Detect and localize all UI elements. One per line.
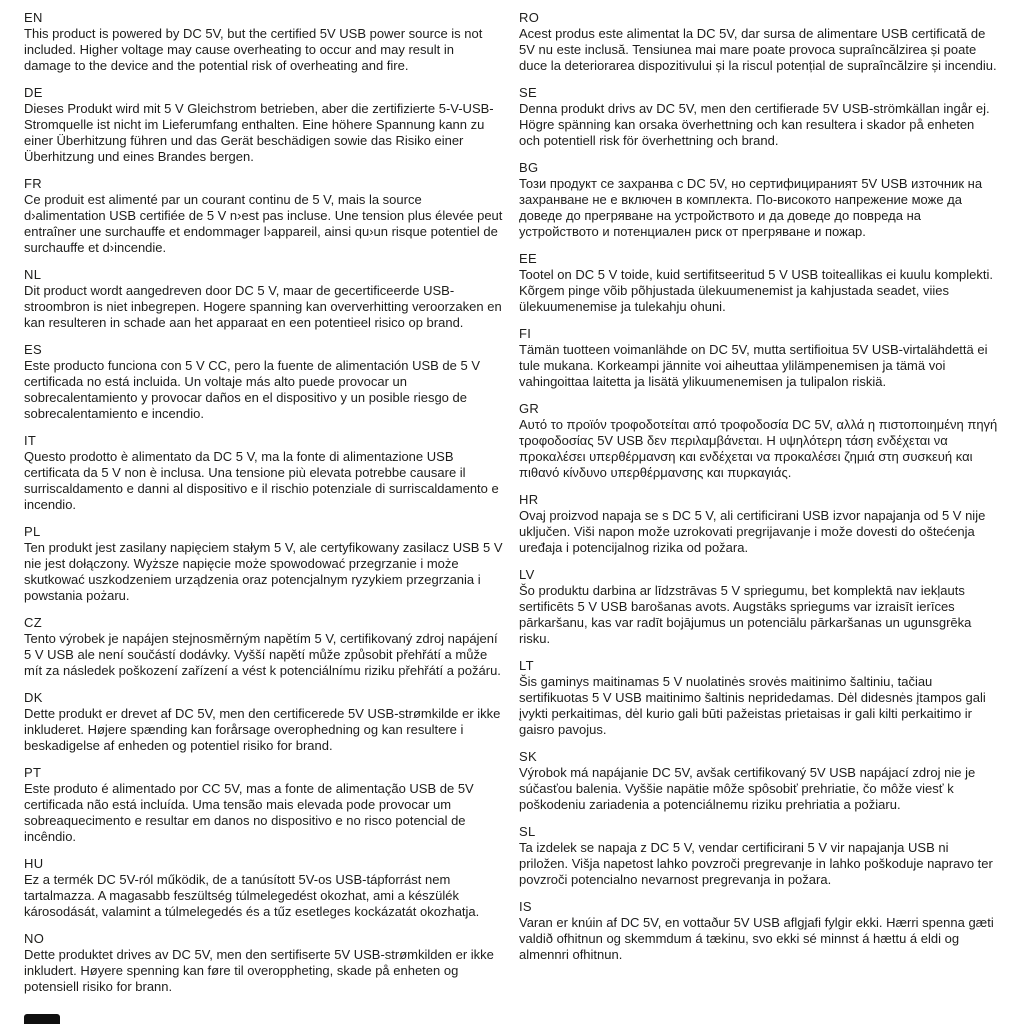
language-text: Šis gaminys maitinamas 5 V nuolatinės srovės maitinimo šaltiniu, tačiau sertifikuotas 5 V USB maitinimo šaltinis nepridedamas. Dėl didesnės įtampos gali įvykti perkaitimas, dėl kurio gali būti pažeistas prietaisas ir gali kilti perkaitimo ir gaisro pavojus.	[519, 674, 986, 737]
language-code: SK	[519, 749, 537, 764]
language-block-pt	[24, 765, 503, 845]
language-block-no	[24, 931, 503, 995]
language-text: Šo produktu darbina ar līdzstrāvas 5 V spriegumu, bet komplektā nav iekļauts sertificēts 5 V USB barošanas avots. Augstāks spriegums var izraisīt ierīces pārkaršanu, kas var radīt bojājumus un potenciālu pārkaršanas un ugunsgrēka risku.	[519, 583, 972, 646]
language-code: IS	[519, 899, 532, 914]
language-block-ro	[519, 10, 998, 74]
language-text: Tämän tuotteen voimanlähde on DC 5V, mutta sertifioitua 5V USB-virtalähdettä ei tule mukana. Korkeampi jännite voi aiheuttaa ylilämpenemisen ja tämä voi vahingoittaa laitetta ja lisätä ylikuumenemisen ja tulipalon riskiä.	[519, 342, 988, 389]
language-code: PL	[24, 524, 41, 539]
notice-column-left	[24, 10, 503, 1024]
language-code: FR	[24, 176, 42, 191]
language-text: Questo prodotto è alimentato da DC 5 V, ma la fonte di alimentazione USB certificata da 5 V non è inclusa. Una tensione più elevata potrebbe causare il surriscaldamento e danni al dispositivo e il rischio potenziale di surriscaldamento e incendio.	[24, 449, 499, 512]
language-block-bg	[519, 160, 998, 240]
language-code: HU	[24, 856, 44, 871]
language-code: IT	[24, 433, 37, 448]
language-block-de	[24, 85, 503, 165]
language-text: Denna produkt drivs av DC 5V, men den certifierade 5V USB-strömkällan ingår ej. Högre spänning kan orsaka överhettning och kan resultera i skador på enheten och potentiell risk för överhettning och brand.	[519, 101, 990, 148]
language-text: Este producto funciona con 5 V CC, pero la fuente de alimentación USB de 5 V certificada no está incluida. Un voltaje más alto puede provocar un sobrecalentamiento y provocar daños en el dispositivo y un posible riesgo de sobrecalentamiento e incendio.	[24, 358, 480, 421]
language-text: This product is powered by DC 5V, but the certified 5V USB power source is not included. Higher voltage may cause overheating to occur and may result in damage to the device and the potential risk of overheating and fire.	[24, 26, 483, 73]
language-text: Este produto é alimentado por CC 5V, mas a fonte de alimentação USB de 5V certificada não está incluída. Uma tensão mais elevada pode provocar um sobreaquecimento e resultar em danos no dispositivo e no risco potencial de incêndio.	[24, 781, 474, 844]
language-code: FI	[519, 326, 532, 341]
language-text: Tento výrobek je napájen stejnosměrným napětím 5 V, certifikovaný zdroj napájení 5 V USB ale není součástí dodávky. Vyšší napětí může způsobit přehřátí a může mít za následek poškození zařízení a vést k potenciálnímu riziku přehřátí a požáru.	[24, 631, 501, 678]
language-code: NO	[24, 931, 45, 946]
language-block-sl	[519, 824, 998, 888]
language-block-fr	[24, 176, 503, 256]
language-code: NL	[24, 267, 42, 282]
language-block-sk	[519, 749, 998, 813]
language-code: LV	[519, 567, 535, 582]
language-code: HR	[519, 492, 539, 507]
language-code: GR	[519, 401, 540, 416]
language-text: Ovaj proizvod napaja se s DC 5 V, ali certificirani USB izvor napajanja od 5 V nije uključen. Viši napon može uzrokovati pregrijavanje i može dovesti do oštećenja uređaja i potencijalnog rizika od požara.	[519, 508, 986, 555]
language-code: BG	[519, 160, 539, 175]
language-block-dk	[24, 690, 503, 754]
language-block-se	[519, 85, 998, 149]
language-block-lv	[519, 567, 998, 647]
language-code: DK	[24, 690, 43, 705]
language-block-en	[24, 10, 503, 74]
language-block-it	[24, 433, 503, 513]
language-code: LT	[519, 658, 534, 673]
language-block-fi	[519, 326, 998, 390]
language-text: Dieses Produkt wird mit 5 V Gleichstrom betrieben, aber die zertifizierte 5-V-USB-Stromquelle ist nicht im Lieferumfang enthalten. Eine höhere Spannung kann zu einer Überhitzung führen und das Gerät beschädigen sowie das Risiko einer Überhitzung und eines Brandes bergen.	[24, 101, 494, 164]
language-text: Ten produkt jest zasilany napięciem stałym 5 V, ale certyfikowany zasilacz USB 5 V nie jest dołączony. Wyższe napięcie może spowodować przegrzanie i może skutkować uszkodzeniem urządzenia oraz potencjalnym ryzykiem przegrzania i powstania pożaru.	[24, 540, 503, 603]
language-block-hu	[24, 856, 503, 920]
language-block-hr	[519, 492, 998, 556]
language-text: Dette produkt er drevet af DC 5V, men den certificerede 5V USB-strømkilde er ikke inkluderet. Højere spænding kan forårsage overophedning og kan resultere i beskadigelse af enheden og potentiel risiko for brand.	[24, 706, 501, 753]
page-edge-mark	[24, 1014, 60, 1024]
language-text: Ez a termék DC 5V-ról működik, de a tanúsított 5V-os USB-tápforrást nem tartalmazza. A magasabb feszültség túlmelegedést okozhat, ami a készülék károsodását, valamint a túlmelegedés és a tűz esetleges kockázatát okozhatja.	[24, 872, 480, 919]
language-text: Dit product wordt aangedreven door DC 5 V, maar de gecertificeerde USB-stroombron is niet inbegrepen. Hogere spanning kan oververhitting veroorzaken en kan resulteren in schade aan het apparaat en een potentieel risico op brand.	[24, 283, 502, 330]
language-code: ES	[24, 342, 42, 357]
language-text: Varan er knúin af DC 5V, en vottaður 5V USB aflgjafi fylgir ekki. Hærri spenna gæti valdið ofhitnun og skemmdum á tækinu, svo ekki sé minnst á hættu á eldi og almennri ofhitnun.	[519, 915, 994, 962]
language-block-es	[24, 342, 503, 422]
language-code: SE	[519, 85, 537, 100]
language-text: Výrobok má napájanie DC 5V, avšak certifikovaný 5V USB napájací zdroj nie je súčasťou balenia. Vyššie napätie môže spôsobiť prehriatie, čo môže viesť k poškodeniu zariadenia a potenciálnemu riziku prehriatia a požiaru.	[519, 765, 976, 812]
language-code: PT	[24, 765, 42, 780]
language-block-nl	[24, 267, 503, 331]
language-code: DE	[24, 85, 43, 100]
language-code: RO	[519, 10, 540, 25]
language-code: SL	[519, 824, 536, 839]
language-code: EE	[519, 251, 537, 266]
language-text: Този продукт се захранва с DC 5V, но сертифицираният 5V USB източник на захранване не е включен в комплекта. По-високото напрежение може да доведе до прегряване на устройството и да доведе до повреда на устройството и потенциален риск от прегряване и пожар.	[519, 176, 983, 239]
language-block-cz	[24, 615, 503, 679]
language-text: Tootel on DC 5 V toide, kuid sertifitseeritud 5 V USB toiteallikas ei kuulu komplekti. Kõrgem pinge võib põhjustada ülekuumenemist ja kahjustada seadet, viies ülekuumenemise ja tulekahju ohuni.	[519, 267, 994, 314]
language-code: CZ	[24, 615, 42, 630]
notice-column-right	[519, 10, 998, 1024]
language-block-ee	[519, 251, 998, 315]
language-block-gr	[519, 401, 998, 481]
language-text: Acest produs este alimentat la DC 5V, dar sursa de alimentare USB certificată de 5V nu este inclusă. Tensiunea mai mare poate provoca supraîncălzirea și poate duce la deteriorarea dispozitivului și la riscul potențial de supraîncălzire și incendiu.	[519, 26, 997, 73]
language-code: EN	[24, 10, 43, 25]
language-block-is	[519, 899, 998, 963]
language-text: Ce produit est alimenté par un courant continu de 5 V, mais la source d›alimentation USB certifiée de 5 V n›est pas incluse. Une tension plus élevée peut entraîner une surchauffe et endommager l›appareil, ainsi qu›un risque potentiel de surchauffe et d›incendie.	[24, 192, 503, 255]
language-block-pl	[24, 524, 503, 604]
language-block-lt	[519, 658, 998, 738]
language-text: Dette produktet drives av DC 5V, men den sertifiserte 5V USB-strømkilden er ikke inkludert. Høyere spenning kan føre til overoppheting, skade på enheten og potensiell risiko for brann.	[24, 947, 494, 994]
language-text: Ta izdelek se napaja z DC 5 V, vendar certificirani 5 V vir napajanja USB ni priložen. Višja napetost lahko povzroči pregrevanje in lahko poškoduje napravo ter povzroči potencialno nevarnost pregrevanja in požara.	[519, 840, 993, 887]
language-text: Αυτό το προϊόν τροφοδοτείται από τροφοδοσία DC 5V, αλλά η πιστοποιημένη πηγή τροφοδοσίας 5V USB δεν περιλαμβάνεται. Η υψηλότερη τάση ενδέχεται να προκαλέσει υπερθέρμανση και ενδέχεται να προκαλέσει ζημιά στη συσκευή και πιθανό κίνδυνο υπερθέρμανσης και πυρκαγιάς.	[519, 417, 998, 480]
